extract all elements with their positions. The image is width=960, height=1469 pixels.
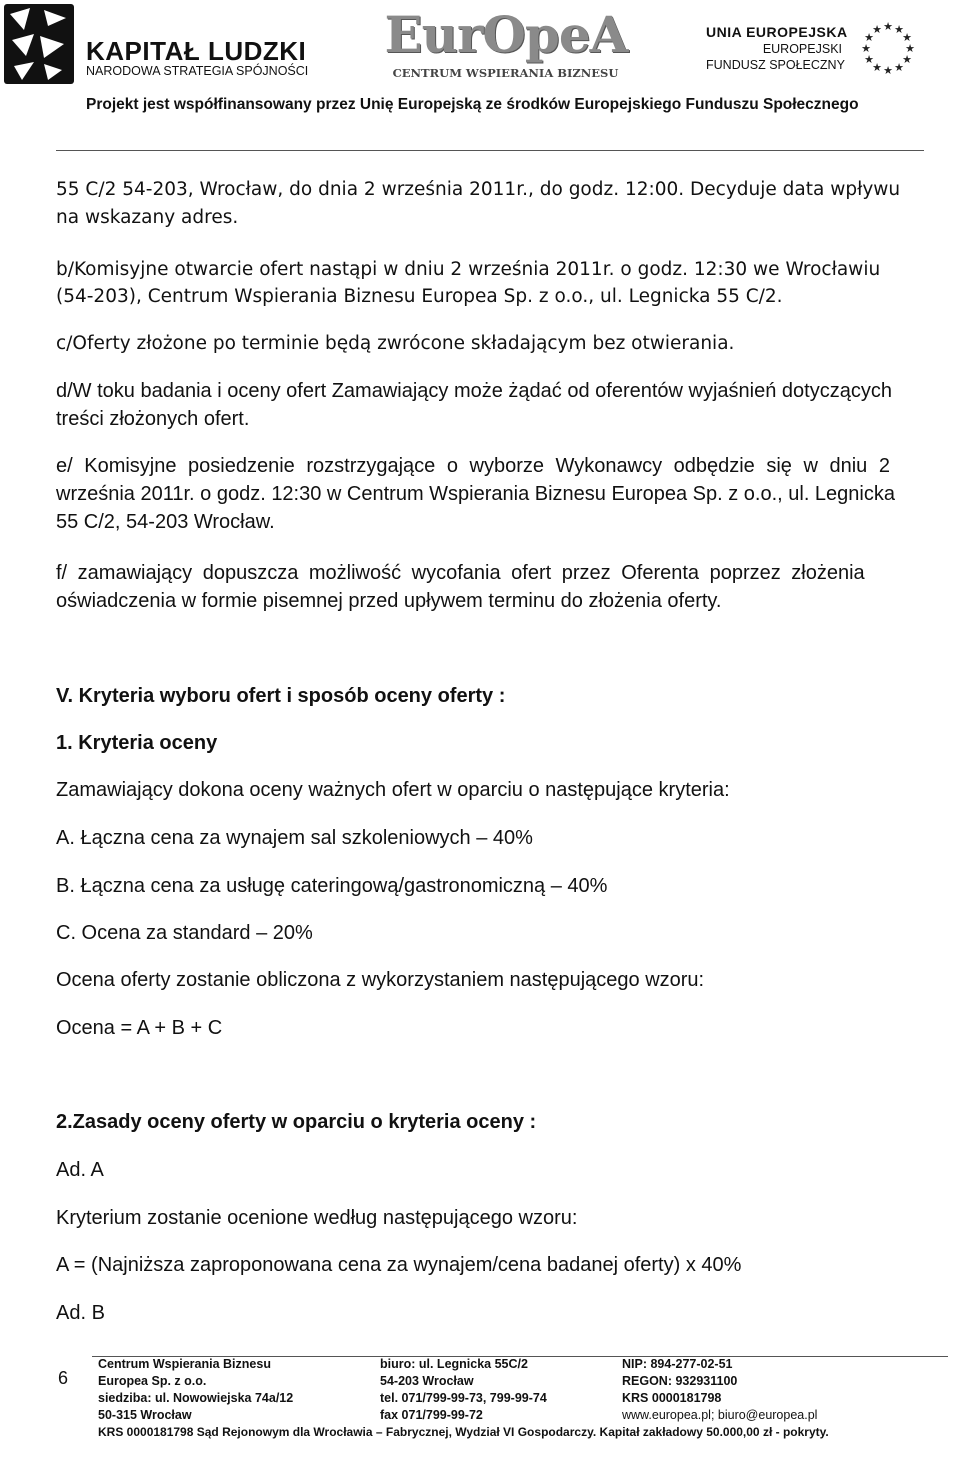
subsection-2-heading: 2.Zasady oceny oferty w oparciu o kryteria oceny : (56, 1111, 537, 1133)
footer-registry-line-3: KRS 0000181798 (622, 1391, 722, 1405)
footer-company-line-4: 50-315 Wrocław (98, 1408, 192, 1422)
footer-registry-line-1: NIP: 894-277-02-51 (622, 1357, 733, 1371)
svg-text:★: ★ (902, 53, 912, 66)
eu-stars-flag-icon (848, 18, 928, 78)
footer-col-company (98, 1356, 293, 1424)
page-number: 6 (58, 1368, 69, 1388)
footer-office-line-3: tel. 071/799-99-73, 799-99-74 (380, 1391, 547, 1405)
footer-registry-line-2: REGON: 932931100 (622, 1374, 738, 1388)
para-e-line-1: e/ Komisyjne posiedzenie rozstrzygające o wyborze Wykonawcy odbędzie się w dniu 2 (56, 455, 890, 477)
svg-text:★: ★ (864, 53, 874, 66)
footer-col-office (380, 1356, 547, 1424)
svg-text:★: ★ (872, 23, 882, 36)
svg-text:★: ★ (883, 64, 893, 77)
kapital-ludzki-title: KAPITAŁ LUDZKI (86, 36, 307, 66)
footer-krs-line: KRS 0000181798 Sąd Rejonowym dla Wrocławia – Fabrycznej, Wydział VI Gospodarczy. Kapitał zakładowy 50.000,00 zł - pokryty. (98, 1425, 829, 1439)
para-d-line-1: d/W toku badania i oceny ofert Zamawiający może żądać od oferentów wyjaśnień dotyczących (56, 380, 892, 402)
ad-a-formula: A = (Najniższa zaproponowana cena za wynajem/cena badanej oferty) x 40% (56, 1254, 742, 1276)
svg-text:★: ★ (905, 42, 915, 55)
formula-intro: Ocena oferty zostanie obliczona z wykorzystaniem następującego wzoru: (56, 969, 705, 991)
para-c: c/Oferty złożone po terminie będą zwrócone składającym bez otwierania. (56, 333, 735, 354)
para-a-line-2: na wskazany adres. (56, 207, 239, 228)
para-f-line-1: f/ zamawiający dopuszcza możliwość wycofania ofert przez Oferenta poprzez złożenia (56, 562, 865, 584)
kapital-ludzki-subtitle: NARODOWA STRATEGIA SPÓJNOŚCI (86, 64, 309, 78)
para-b-line-1: b/Komisyjne otwarcie ofert nastąpi w dniu 2 września 2011r. o godz. 12:30 we Wrocławiu (56, 259, 881, 280)
footer-company-line-3: siedziba: ul. Nowowiejska 74a/12 (98, 1391, 294, 1405)
criterion-b: B. Łączna cena za usługę cateringową/gastronomiczną – 40% (56, 875, 608, 897)
ad-a-intro: Kryterium zostanie ocenione według następującego wzoru: (56, 1207, 578, 1229)
header-divider (56, 150, 924, 151)
europea-subtitle: CENTRUM WSPIERANIA BIZNESU (392, 66, 619, 80)
criterion-c: C. Ocena za standard – 20% (56, 922, 313, 944)
para-b-line-2: (54-203), Centrum Wspierania Biznesu Europea Sp. z o.o., ul. Legnicka 55 C/2. (56, 286, 783, 307)
svg-text:★: ★ (894, 61, 904, 74)
subsection-1-heading: 1. Kryteria oceny (56, 732, 218, 754)
para-d-line-2: treści złożonych ofert. (56, 408, 250, 430)
para-f-line-2: oświadczenia w formie pisemnej przed upływem terminu do złożenia oferty. (56, 590, 722, 612)
para-a-text-1: 55 C/2 54-203, Wrocław, do dnia 2 września 2011r., do godz. 12:00. Decyduje data wpływu (56, 179, 901, 200)
para-e-line-2: września 2011r. o godz. 12:30 w Centrum Wspierania Biznesu Europea Sp. z o.o., ul. Legnicka (56, 483, 895, 505)
criterion-a: A. Łączna cena za wynajem sal szkoleniowych – 40% (56, 827, 533, 849)
footer-col-registry (622, 1356, 817, 1424)
footer-company-line-1: Centrum Wspierania Biznesu (98, 1357, 271, 1371)
footer-office-line-4: fax 071/799-99-72 (380, 1408, 483, 1422)
europea-logo: EurOpeA (384, 5, 628, 64)
svg-text:★: ★ (861, 42, 871, 55)
svg-text:★: ★ (864, 31, 874, 44)
svg-text:★: ★ (902, 31, 912, 44)
svg-text:★: ★ (894, 23, 904, 36)
kapital-ludzki-emblem-icon (4, 4, 74, 84)
ue-line-1: UNIA EUROPEJSKA (706, 24, 848, 40)
footer-registry-line-4: www.europea.pl; biuro@europea.pl (622, 1408, 818, 1422)
svg-text:★: ★ (883, 20, 893, 33)
ue-line-3: FUNDUSZ SPOŁECZNY (706, 58, 845, 72)
para-a-line-1 (56, 176, 920, 204)
svg-text:★: ★ (872, 61, 882, 74)
section-v-heading: V. Kryteria wyboru ofert i sposób oceny oferty : (56, 685, 506, 707)
ad-b-label: Ad. B (56, 1302, 105, 1324)
ue-line-2: EUROPEJSKI (762, 42, 842, 56)
kapital-ludzki-logo (4, 4, 74, 84)
footer-office-line-2: 54-203 Wrocław (380, 1374, 474, 1388)
formula: Ocena = A + B + C (56, 1017, 223, 1039)
para-e-line-3: 55 C/2, 54-203 Wrocław. (56, 511, 275, 533)
footer-office-line-1: biuro: ul. Legnicka 55C/2 (380, 1357, 528, 1371)
footer-company-line-2: Europea Sp. z o.o. (98, 1374, 207, 1388)
eu-fund-text (706, 24, 848, 73)
project-cofinancing-line: Projekt jest współfinansowany przez Unię Europejską ze środków Europejskiego Funduszu Społecznego (86, 96, 859, 113)
ad-a-label: Ad. A (56, 1159, 104, 1181)
criteria-intro: Zamawiający dokona oceny ważnych ofert w oparciu o następujące kryteria: (56, 779, 730, 801)
